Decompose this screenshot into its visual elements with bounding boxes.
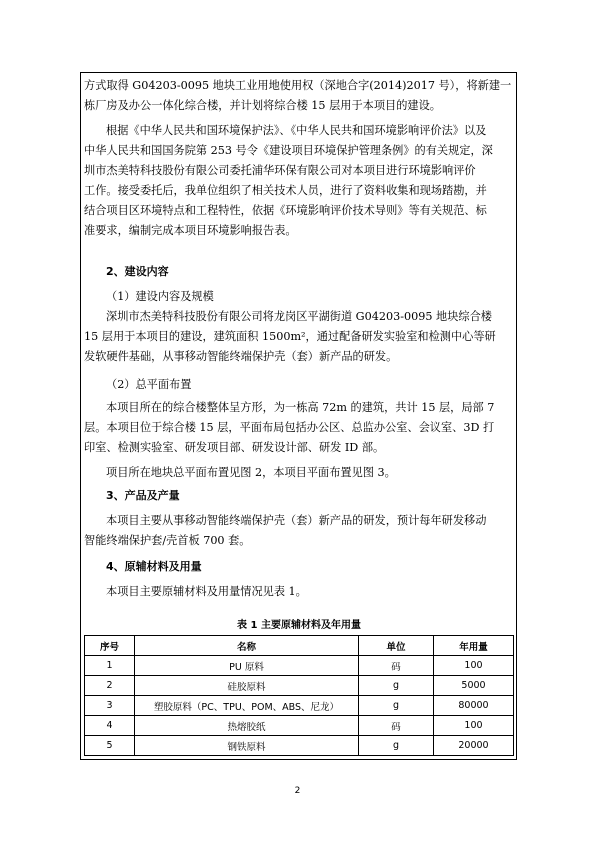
header-index: 序号 [85, 636, 135, 656]
table-cell: 钢铁原料 [135, 736, 359, 756]
header-annual-usage: 年用量 [434, 636, 514, 656]
table-caption: 表 1 主要原辅材料及年用量 [237, 620, 361, 631]
table-cell: 塑胶原料（PC、TPU、POM、ABS、尼龙） [135, 696, 359, 716]
table-cell: g [359, 736, 434, 756]
page-number: 2 [294, 786, 301, 796]
text-line: 结合项目区环境特点和工程特性，依据《环境影响评价技术导则》等有关规范、标 [84, 204, 487, 217]
text-line: 工作。接受委托后，我单位组织了相关技术人员，进行了资料收集和现场踏勘，并 [84, 184, 487, 197]
text-line: 印室、检测实验室、研发项目部、研发设计部、研发 ID 部。 [84, 441, 385, 454]
text-line: （1）建设内容及规模 [106, 290, 214, 303]
table-cell: 码 [359, 656, 434, 676]
text-line: 层。本项目位于综合楼 15 层，平面布局包括办公区、总监办公室、会议室、3D 打 [84, 421, 495, 434]
text-line: 本项目所在的综合楼整体呈方形，为一栋高 72m 的建筑，共计 15 层，局部 7 [106, 401, 495, 414]
text-line: （2）总平面布置 [106, 378, 192, 391]
text-line: 圳市杰美特科技股份有限公司委托浦华环保有限公司对本项目进行环境影响评价 [84, 164, 476, 177]
table-row [85, 676, 514, 696]
table-cell: 码 [359, 716, 434, 736]
table-cell: 2 [85, 676, 135, 696]
table-cell: 硅胶原料 [135, 676, 359, 696]
table-cell: 5 [85, 736, 135, 756]
table-row [85, 656, 514, 676]
table-cell: g [359, 696, 434, 716]
table-header-row [85, 636, 514, 656]
text-line: 本项目主要原辅材料及用量情况见表 1。 [106, 585, 307, 598]
header-unit: 单位 [359, 636, 434, 656]
header-name: 名称 [135, 636, 359, 656]
table-cell: 5000 [434, 676, 514, 696]
table-cell: 100 [434, 656, 514, 676]
table-cell: 4 [85, 716, 135, 736]
text-line: 15 层用于本项目的建设，建筑面积 1500m²，通过配备研发实验室和检测中心等研 [84, 330, 496, 343]
text-line: 准要求，编制完成本项目环境影响报告表。 [84, 224, 297, 237]
section-heading: 2、建设内容 [106, 265, 169, 278]
materials-table [84, 635, 514, 756]
table-cell: 100 [434, 716, 514, 736]
text-line: 智能终端保护套/壳首板 700 套。 [84, 534, 251, 547]
section-heading: 3、产品及产量 [106, 489, 180, 502]
text-line: 本项目主要从事移动智能终端保护壳（套）新产品的研发，预计每年研发移动 [106, 514, 487, 527]
text-line: 方式取得 G04203-0095 地块工业用地使用权（深地合字(2014)2017 号），将新建一 [84, 79, 512, 92]
text-line: 发软硬件基础，从事移动智能终端保护壳（套）新产品的研发。 [84, 350, 398, 363]
table-row [85, 696, 514, 716]
table-cell: g [359, 676, 434, 696]
table-cell: 1 [85, 656, 135, 676]
text-line: 深圳市杰美特科技股份有限公司将龙岗区平湖街道 G04203-0095 地块综合楼 [106, 310, 492, 323]
text-line: 根据《中华人民共和国环境保护法》、《中华人民共和国环境影响评价法》以及 [106, 124, 487, 137]
table-cell: 热熔胶纸 [135, 716, 359, 736]
table-row [85, 716, 514, 736]
section-heading: 4、原辅材料及用量 [106, 560, 202, 573]
table-row [85, 736, 514, 756]
table-cell: 20000 [434, 736, 514, 756]
table-cell: 3 [85, 696, 135, 716]
text-line: 项目所在地块总平面布置见图 2，本项目平面布置见图 3。 [106, 466, 396, 479]
text-line: 中华人民共和国国务院第 253 号令《建设项目环境保护管理条例》的有关规定，深 [84, 144, 493, 157]
table-cell: PU 原料 [135, 656, 359, 676]
text-line: 栋厂房及办公一体化综合楼，并计划将综合楼 15 层用于本项目的建设。 [84, 99, 441, 112]
table-cell: 80000 [434, 696, 514, 716]
